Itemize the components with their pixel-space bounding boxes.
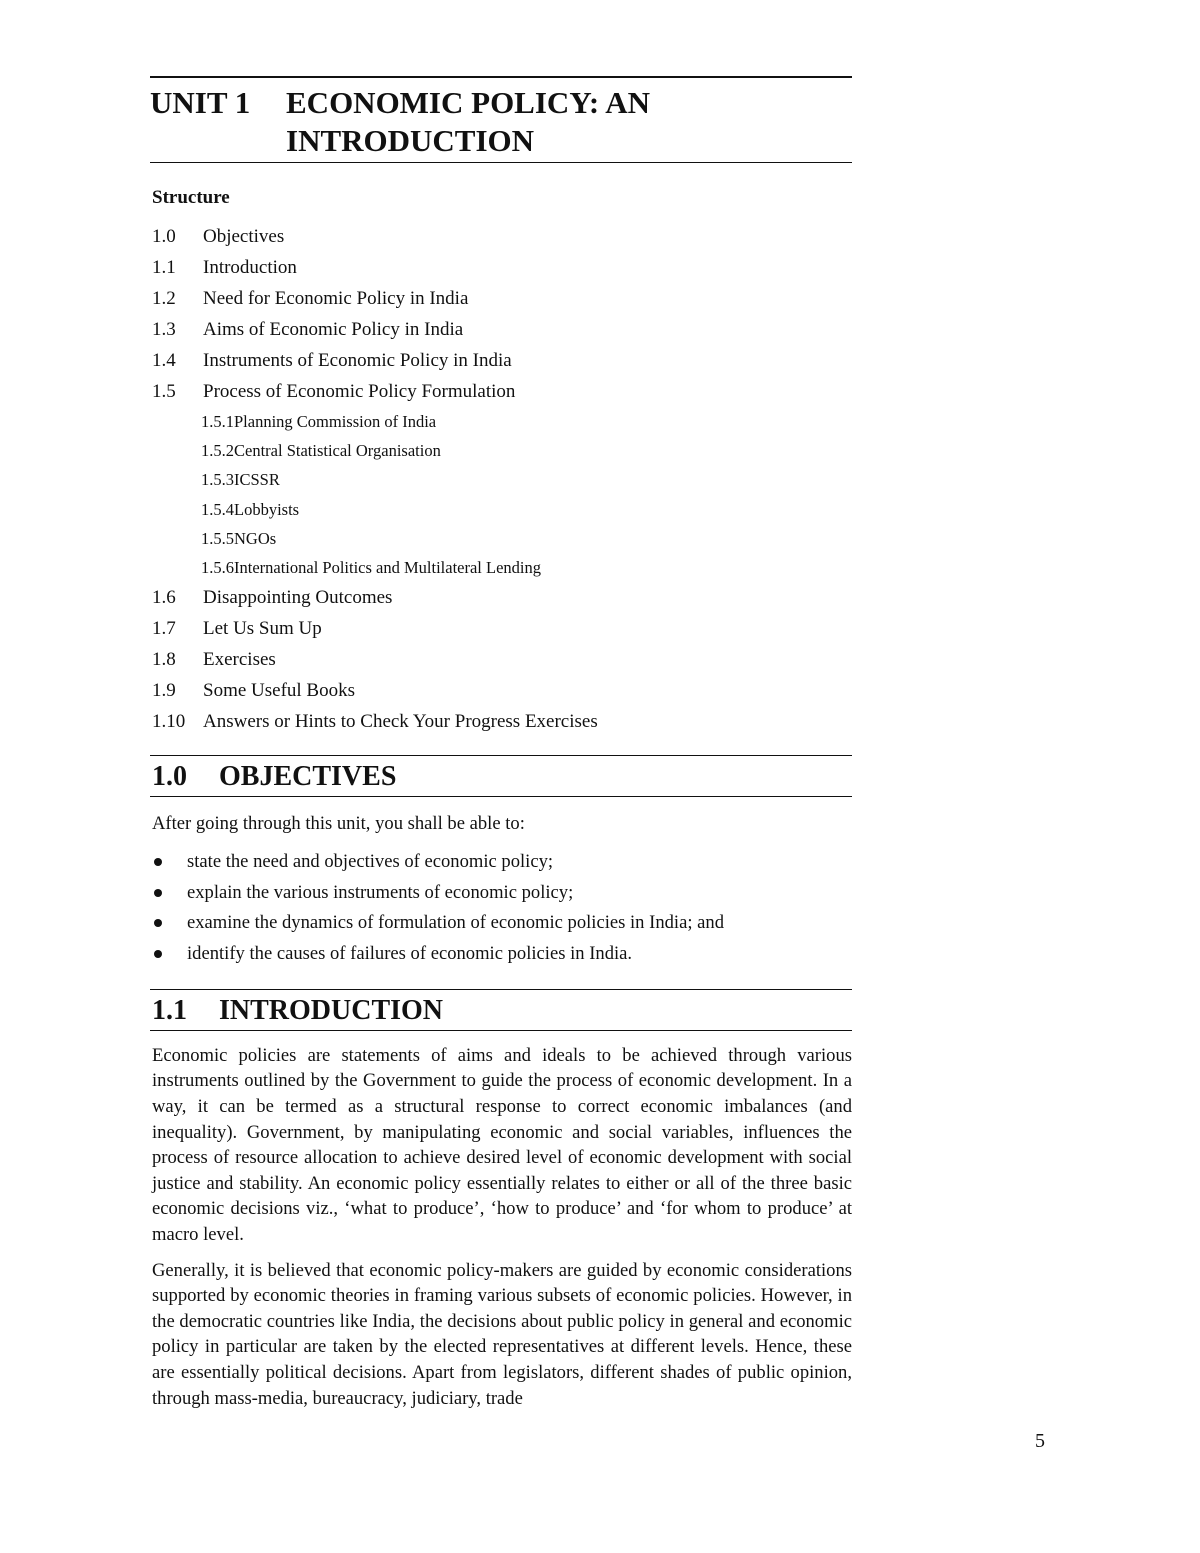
document-page <box>150 76 852 1411</box>
toc-item <box>150 707 852 738</box>
toc-subitem-number: 1.5.3 <box>201 470 234 490</box>
list-item <box>150 938 852 969</box>
list-item-text: state the need and objectives of economic policy; <box>187 851 554 873</box>
unit-title <box>286 84 852 160</box>
bullet-icon <box>154 889 162 897</box>
toc-item <box>150 376 852 407</box>
toc-item-text: Aims of Economic Policy in India <box>203 318 464 340</box>
toc-subitem <box>150 466 852 495</box>
toc-item-text: Let Us Sum Up <box>203 618 322 640</box>
introduction-paragraph-2: Generally, it is believed that economic policy-makers are guided by economic considerations supported by economic theories in framing various subsets of economic policies. However, in the democratic countries like India, the decisions about public policy in general and economic policy in particular are taken by the elected representatives at different levels. Hence, these are essentially political decisions. Apart from legislators, different shades of public opinion, through mass-media, bureaucracy, judiciary, trade <box>152 1259 852 1409</box>
toc-item-number: 1.0 <box>152 225 176 247</box>
introduction-number: 1.1 <box>152 994 187 1026</box>
table-of-contents <box>150 221 852 738</box>
toc-item-text: Objectives <box>203 225 285 247</box>
unit-title-line-1: ECONOMIC POLICY: AN <box>286 85 650 120</box>
title-bottom-rule <box>150 162 852 163</box>
introduction-paragraph-1: Economic policies are statements of aims and ideals to be achieved through various instruments outlined by the Government to guide the process of economic development. In a way, it can be termed as a structural response to correct economic imbalances (and inequality). Government, by manipulating economic and social variables, influences the process of resource allocation to achieve desired level of economic development with social justice and stability. An economic policy essentially relates to either or all of the three basic economic decisions viz., ‘what to produce’, ‘how to produce’ and ‘for whom to produce’ at macro level. <box>152 1044 852 1245</box>
introduction-title: INTRODUCTION <box>219 994 444 1026</box>
toc-item-text: Answers or Hints to Check Your Progress Exercises <box>203 711 598 733</box>
toc-subitem <box>150 553 852 582</box>
toc-subitem-text: ICSSR <box>234 470 280 490</box>
objectives-heading <box>150 756 852 796</box>
toc-item <box>150 645 852 676</box>
toc-item <box>150 283 852 314</box>
toc-item-text: Some Useful Books <box>203 680 355 702</box>
introduction-bottom-rule <box>150 1030 852 1031</box>
toc-subitem-number: 1.5.6 <box>201 558 234 578</box>
toc-item-number: 1.2 <box>152 287 176 309</box>
toc-item-text: Instruments of Economic Policy in India <box>203 349 512 371</box>
toc-subitem-text: Planning Commission of India <box>234 411 437 431</box>
objectives-intro: After going through this unit, you shall be able to: <box>152 812 525 834</box>
toc-item <box>150 314 852 345</box>
toc-item-text: Introduction <box>203 256 297 278</box>
toc-item-text: Process of Economic Policy Formulation <box>203 380 516 402</box>
unit-number: UNIT 1 <box>150 85 251 120</box>
toc-item-number: 1.5 <box>152 380 176 402</box>
bullet-icon <box>154 858 162 866</box>
toc-item-text: Need for Economic Policy in India <box>203 287 469 309</box>
unit-title-line-2: INTRODUCTION <box>286 123 535 158</box>
toc-subitem-number: 1.5.1 <box>201 411 234 431</box>
toc-subitem-number: 1.5.4 <box>201 499 234 519</box>
objectives-bottom-rule <box>150 796 852 797</box>
list-item-text: examine the dynamics of formulation of economic policies in India; and <box>187 912 724 934</box>
toc-item <box>150 676 852 707</box>
page-number: 5 <box>1035 1430 1045 1452</box>
toc-subitem <box>150 436 852 465</box>
list-item <box>150 908 852 939</box>
objectives-number: 1.0 <box>152 760 187 792</box>
bullet-icon <box>154 919 162 927</box>
toc-item <box>150 614 852 645</box>
toc-item-number: 1.9 <box>152 680 176 702</box>
toc-subitem <box>150 524 852 553</box>
toc-item <box>150 583 852 614</box>
toc-item <box>150 252 852 283</box>
introduction-heading <box>150 990 852 1030</box>
objectives-title: OBJECTIVES <box>219 760 397 792</box>
toc-item-number: 1.4 <box>152 349 176 371</box>
unit-heading <box>150 78 852 162</box>
toc-subitem-number: 1.5.2 <box>201 440 234 460</box>
toc-subitem-text: Central Statistical Organisation <box>234 440 441 460</box>
objectives-list <box>150 847 852 969</box>
list-item-text: explain the various instruments of economic policy; <box>187 881 574 903</box>
toc-subitem-text: International Politics and Multilateral Lending <box>234 558 542 578</box>
list-item <box>150 847 852 878</box>
toc-item-number: 1.7 <box>152 618 176 640</box>
toc-item <box>150 221 852 252</box>
toc-item-number: 1.3 <box>152 318 176 340</box>
list-item-text: identify the causes of failures of economic policies in India. <box>187 942 633 964</box>
structure-label: Structure <box>152 187 230 208</box>
toc-subitem <box>150 495 852 524</box>
toc-item <box>150 345 852 376</box>
toc-item-number: 1.8 <box>152 649 176 671</box>
list-item <box>150 877 852 908</box>
toc-subitem-text: Lobbyists <box>234 499 300 519</box>
toc-item-text: Disappointing Outcomes <box>203 587 393 609</box>
toc-subitem <box>150 407 852 436</box>
toc-subitem-number: 1.5.5 <box>201 528 234 548</box>
bullet-icon <box>154 950 162 958</box>
toc-subitem-text: NGOs <box>234 528 277 548</box>
toc-item-number: 1.10 <box>152 711 186 733</box>
toc-item-text: Exercises <box>203 649 276 671</box>
toc-item-number: 1.6 <box>152 587 176 609</box>
toc-item-number: 1.1 <box>152 256 176 278</box>
